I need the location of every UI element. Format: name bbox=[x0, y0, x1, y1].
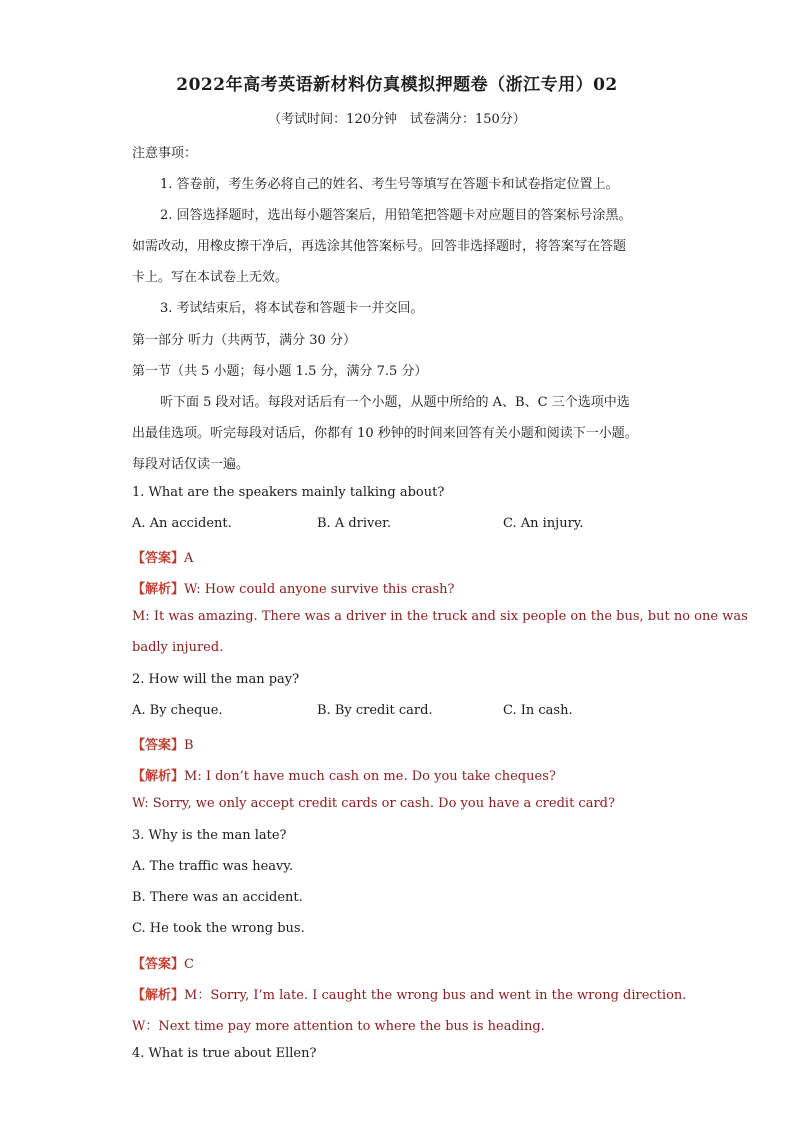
answer-value: C bbox=[184, 957, 194, 972]
notice-item-1: 1. 答卷前，考生务必将自己的姓名、考生号等填写在答题卡和试卷指定位置上。 bbox=[160, 177, 619, 192]
question-1: 1. What are the speakers mainly talking about? bbox=[132, 485, 445, 500]
question-4: 4. What is true about Ellen? bbox=[132, 1046, 317, 1061]
question-3-option-c: C. He took the wrong bus. bbox=[132, 921, 305, 936]
answer-tag: 【答案】 bbox=[132, 738, 185, 753]
part-heading: 第一部分 听力（共两节，满分 30 分） bbox=[132, 333, 356, 348]
question-3-option-b: B. There was an accident. bbox=[132, 890, 303, 905]
notice-item-2-line-2: 如需改动，用橡皮擦干净后，再选涂其他答案标号。回答非选择题时，将答案写在答题 bbox=[132, 239, 627, 254]
instructions-line-1: 听下面 5 段对话。每段对话后有一个小题，从题中所给的 A、B、C 三个选项中选 bbox=[160, 395, 630, 410]
notice-item-3: 3. 考试结束后，将本试卷和答题卡一并交回。 bbox=[160, 301, 424, 316]
question-2-analysis bbox=[132, 765, 556, 784]
answer-value: A bbox=[184, 551, 194, 566]
notice-item-2-line-1: 2. 回答选择题时，选出每小题答案后，用铅笔把答题卡对应题目的答案标号涂黑。 bbox=[160, 208, 632, 223]
question-3-option-a: A. The traffic was heavy. bbox=[132, 859, 294, 874]
answer-tag: 【答案】 bbox=[132, 957, 185, 972]
analysis-tag: 【解析】 bbox=[132, 582, 185, 597]
question-2-option-b: B. By credit card. bbox=[317, 703, 433, 718]
section-heading: 第一节（共 5 小题；每小题 1.5 分，满分 7.5 分） bbox=[132, 364, 428, 379]
question-3-analysis-line-2: W：Next time pay more attention to where the bus is heading. bbox=[132, 1019, 545, 1034]
exam-title: 2022年高考英语新材料仿真模拟押题卷（浙江专用）02 bbox=[176, 75, 618, 95]
question-1-analysis bbox=[132, 578, 455, 597]
question-3-analysis bbox=[132, 984, 686, 1003]
question-2-option-c: C. In cash. bbox=[503, 703, 573, 718]
analysis-text: M：Sorry, I’m late. I caught the wrong bus and went in the wrong direction. bbox=[184, 988, 687, 1003]
notice-item-2-line-3: 卡上。写在本试卷上无效。 bbox=[132, 270, 289, 285]
question-2-answer bbox=[132, 734, 194, 753]
instructions-line-2: 出最佳选项。听完每段对话后，你都有 10 秒钟的时间来回答有关小题和阅读下一小题。 bbox=[132, 426, 638, 441]
question-1-answer bbox=[132, 547, 193, 566]
answer-value: B bbox=[184, 738, 194, 753]
exam-subtitle: （考试时间：120分钟 试卷满分：150分） bbox=[268, 112, 526, 127]
question-2: 2. How will the man pay? bbox=[132, 672, 300, 687]
question-1-analysis-line-3: badly injured. bbox=[132, 640, 224, 655]
question-2-option-a: A. By cheque. bbox=[132, 703, 223, 718]
analysis-text: W: How could anyone survive this crash? bbox=[184, 582, 455, 597]
question-3: 3. Why is the man late? bbox=[132, 828, 287, 843]
analysis-text: M: I don’t have much cash on me. Do you take cheques? bbox=[184, 769, 556, 784]
question-1-option-b: B. A driver. bbox=[317, 516, 391, 531]
notice-heading: 注意事项： bbox=[132, 146, 198, 161]
answer-tag: 【答案】 bbox=[132, 551, 185, 566]
analysis-tag: 【解析】 bbox=[132, 769, 185, 784]
question-1-option-a: A. An accident. bbox=[132, 516, 232, 531]
analysis-tag: 【解析】 bbox=[132, 988, 185, 1003]
instructions-line-3: 每段对话仅读一遍。 bbox=[132, 457, 250, 472]
question-2-analysis-line-2: W: Sorry, we only accept credit cards or cash. Do you have a credit card? bbox=[132, 796, 615, 811]
question-1-option-c: C. An injury. bbox=[503, 516, 584, 531]
question-3-answer bbox=[132, 953, 194, 972]
question-1-analysis-line-2: M: It was amazing. There was a driver in the truck and six people on the bus, but no one was bbox=[132, 609, 748, 624]
